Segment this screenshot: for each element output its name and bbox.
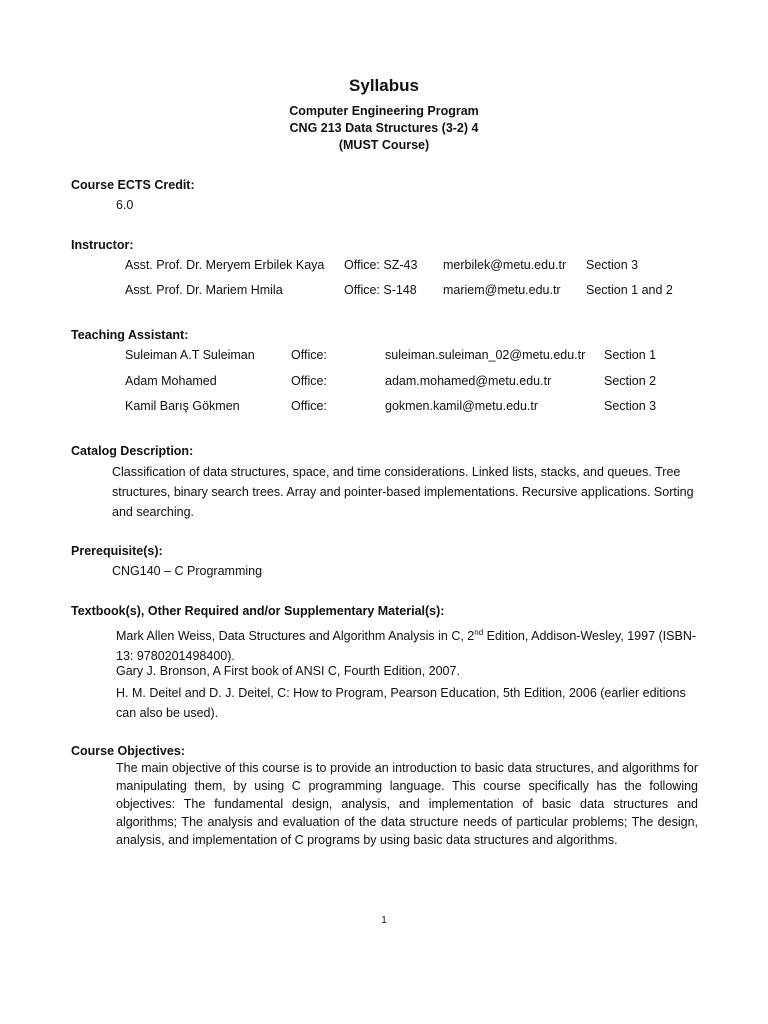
- ects-heading: Course ECTS Credit:: [71, 178, 195, 192]
- instructor-office: Office: S-148: [344, 283, 417, 297]
- instructor-email: mariem@metu.edu.tr: [443, 283, 561, 297]
- instructor-name: Asst. Prof. Dr. Meryem Erbilek Kaya: [125, 258, 325, 272]
- ta-email: adam.mohamed@metu.edu.tr: [385, 374, 552, 388]
- program-name: Computer Engineering Program: [289, 104, 479, 118]
- ta-name: Adam Mohamed: [125, 374, 217, 388]
- textbooks-heading: Textbook(s), Other Required and/or Supplementary Material(s):: [71, 604, 445, 618]
- ta-email: gokmen.kamil@metu.edu.tr: [385, 399, 539, 413]
- prereq-heading: Prerequisite(s):: [71, 544, 163, 558]
- ta-email: suleiman.suleiman_02@metu.edu.tr: [385, 348, 586, 362]
- instructor-email: merbilek@metu.edu.tr: [443, 258, 567, 272]
- ta-office: Office:: [291, 399, 327, 413]
- catalog-heading: Catalog Description:: [71, 444, 194, 458]
- textbook-item: Mark Allen Weiss, Data Structures and Algorithm Analysis in C, 2nd Edition, Addison-Wesley, 1997 (ISBN-13: 9780201498400).: [116, 628, 697, 664]
- ects-value: 6.0: [116, 198, 134, 212]
- instructor-heading: Instructor:: [71, 238, 134, 252]
- course-code: CNG 213 Data Structures (3-2) 4: [289, 121, 479, 135]
- instructor-section: Section 1 and 2: [586, 283, 673, 297]
- prereq-text: CNG140 – C Programming: [112, 564, 263, 578]
- ta-name: Suleiman A.T Suleiman: [125, 348, 255, 362]
- instructor-office: Office: SZ-43: [344, 258, 418, 272]
- ta-name: Kamil Barış Gökmen: [125, 399, 240, 413]
- objectives-heading: Course Objectives:: [71, 744, 185, 758]
- ta-section: Section 1: [604, 348, 657, 362]
- textbook-item: H. M. Deitel and D. J. Deitel, C: How to Program, Pearson Education, 5th Edition, 2006 (earlier editions can also be used).: [116, 686, 686, 720]
- instructor-name: Asst. Prof. Dr. Mariem Hmila: [125, 283, 283, 297]
- page-title: Syllabus: [349, 76, 419, 95]
- ta-section: Section 3: [604, 399, 657, 413]
- course-type: (MUST Course): [338, 138, 430, 152]
- objectives-text: The main objective of this course is to provide an introduction to basic data structures, and algorithms for manipulating them, by using C programming language. This course specifically has the following objectives: The fundamental design, analysis, and implementation of basic data structures and algorithms; The analysis and evaluation of the data structure needs of particular problems; The design, analysis, and implementation of C programs by using basic data structures and algorithms.: [116, 761, 698, 847]
- ta-office: Office:: [291, 374, 327, 388]
- page-number: 1: [381, 915, 387, 926]
- ta-section: Section 2: [604, 374, 657, 388]
- catalog-text: Classification of data structures, space, and time considerations. Linked lists, stacks, and queues. Tree structures, binary search trees. Array and pointer-based implementations. Recursive applications. Sorting and searching.: [112, 465, 694, 519]
- textbook-item: Gary J. Bronson, A First book of ANSI C, Fourth Edition, 2007.: [116, 664, 460, 678]
- ta-heading: Teaching Assistant:: [71, 328, 189, 342]
- instructor-section: Section 3: [586, 258, 639, 272]
- ta-office: Office:: [291, 348, 327, 362]
